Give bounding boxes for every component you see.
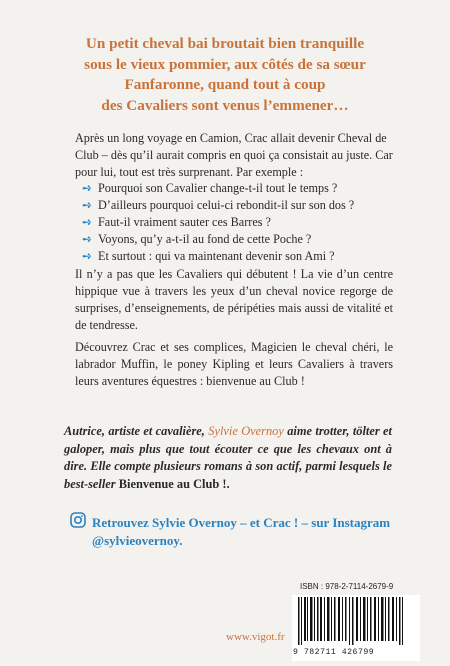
question-list [82, 180, 400, 265]
list-item: ➺ Faut-il vraiment sauter ces Barres ? [82, 215, 271, 229]
barcode-number: 9 782711 426799 [293, 648, 375, 657]
author-name: Sylvie Overnoy [208, 424, 284, 438]
horseshoe-bullet-icon: ➺ [82, 181, 93, 195]
horseshoe-bullet-icon: ➺ [82, 249, 93, 263]
instagram-handle[interactable]: @sylvieovernoy. [92, 533, 183, 548]
list-item: ➺ Voyons, qu’y a-t-il au fond de cette Poche ? [82, 232, 312, 246]
list-item: ➺ Et surtout : qui va maintenant devenir son Ami ? [82, 249, 335, 263]
isbn: ISBN : 978-2-7114-2679-9 [300, 582, 394, 591]
barcode-bars-icon [292, 595, 420, 647]
horseshoe-bullet-icon: ➺ [82, 232, 93, 246]
tagline-line: des Cavaliers sont venus l’emmener… [101, 96, 349, 114]
characters-paragraph: Découvrez Crac et ses complices, Magicien le cheval chéri, le labrador Muffin, le poney Kipling et leurs Cavaliers à travers leurs aventures équestres : bienvenue au Club ! [75, 340, 393, 388]
instagram-icon [70, 512, 86, 528]
horseshoe-bullet-icon: ➺ [82, 215, 93, 229]
description-paragraph: Il n’y a pas que les Cavaliers qui débutent ! La vie d’un centre hippique vue à travers les yeux d’un cheval novice regorge de surprises, d’enseignements, de péripéties mais aussi de vitalité et de tendresse. [75, 267, 393, 332]
website-link[interactable]: www.vigot.fr [226, 631, 285, 643]
tagline-line: Fanfaronne, quand tout à coup [124, 76, 326, 94]
tagline [52, 34, 398, 116]
author-bio: Autrice, artiste et cavalière, Sylvie Overnoy aime trotter, tölter et galoper, mais plus que tout écouter ce que les chevaux ont à dire. Elle compte plusieurs romans à son actif, parmi lesquels le best-seller Bienvenue au Club !. [64, 424, 392, 491]
instagram-text: Retrouvez Sylvie Overnoy – et Crac ! – sur Instagram [92, 515, 391, 530]
list-item: ➺ D’ailleurs pourquoi celui-ci rebondit-il sur son dos ? [82, 198, 355, 212]
tagline-line: sous le vieux pommier, aux côtés de sa sœur [84, 55, 366, 73]
list-item: ➺ Pourquoi son Cavalier change-t-il tout le temps ? [82, 181, 338, 195]
intro-paragraph: Après un long voyage en Camion, Crac allait devenir Cheval de Club – dès qu’il aurait compris en quoi ça consistait au juste. Car pour lui, tout est très surprenant. Par exemple : [75, 131, 393, 179]
tagline-line: Un petit cheval bai broutait bien tranquille [85, 35, 365, 52]
horseshoe-bullet-icon: ➺ [82, 198, 93, 212]
book-title: Bienvenue au Club [118, 476, 220, 491]
